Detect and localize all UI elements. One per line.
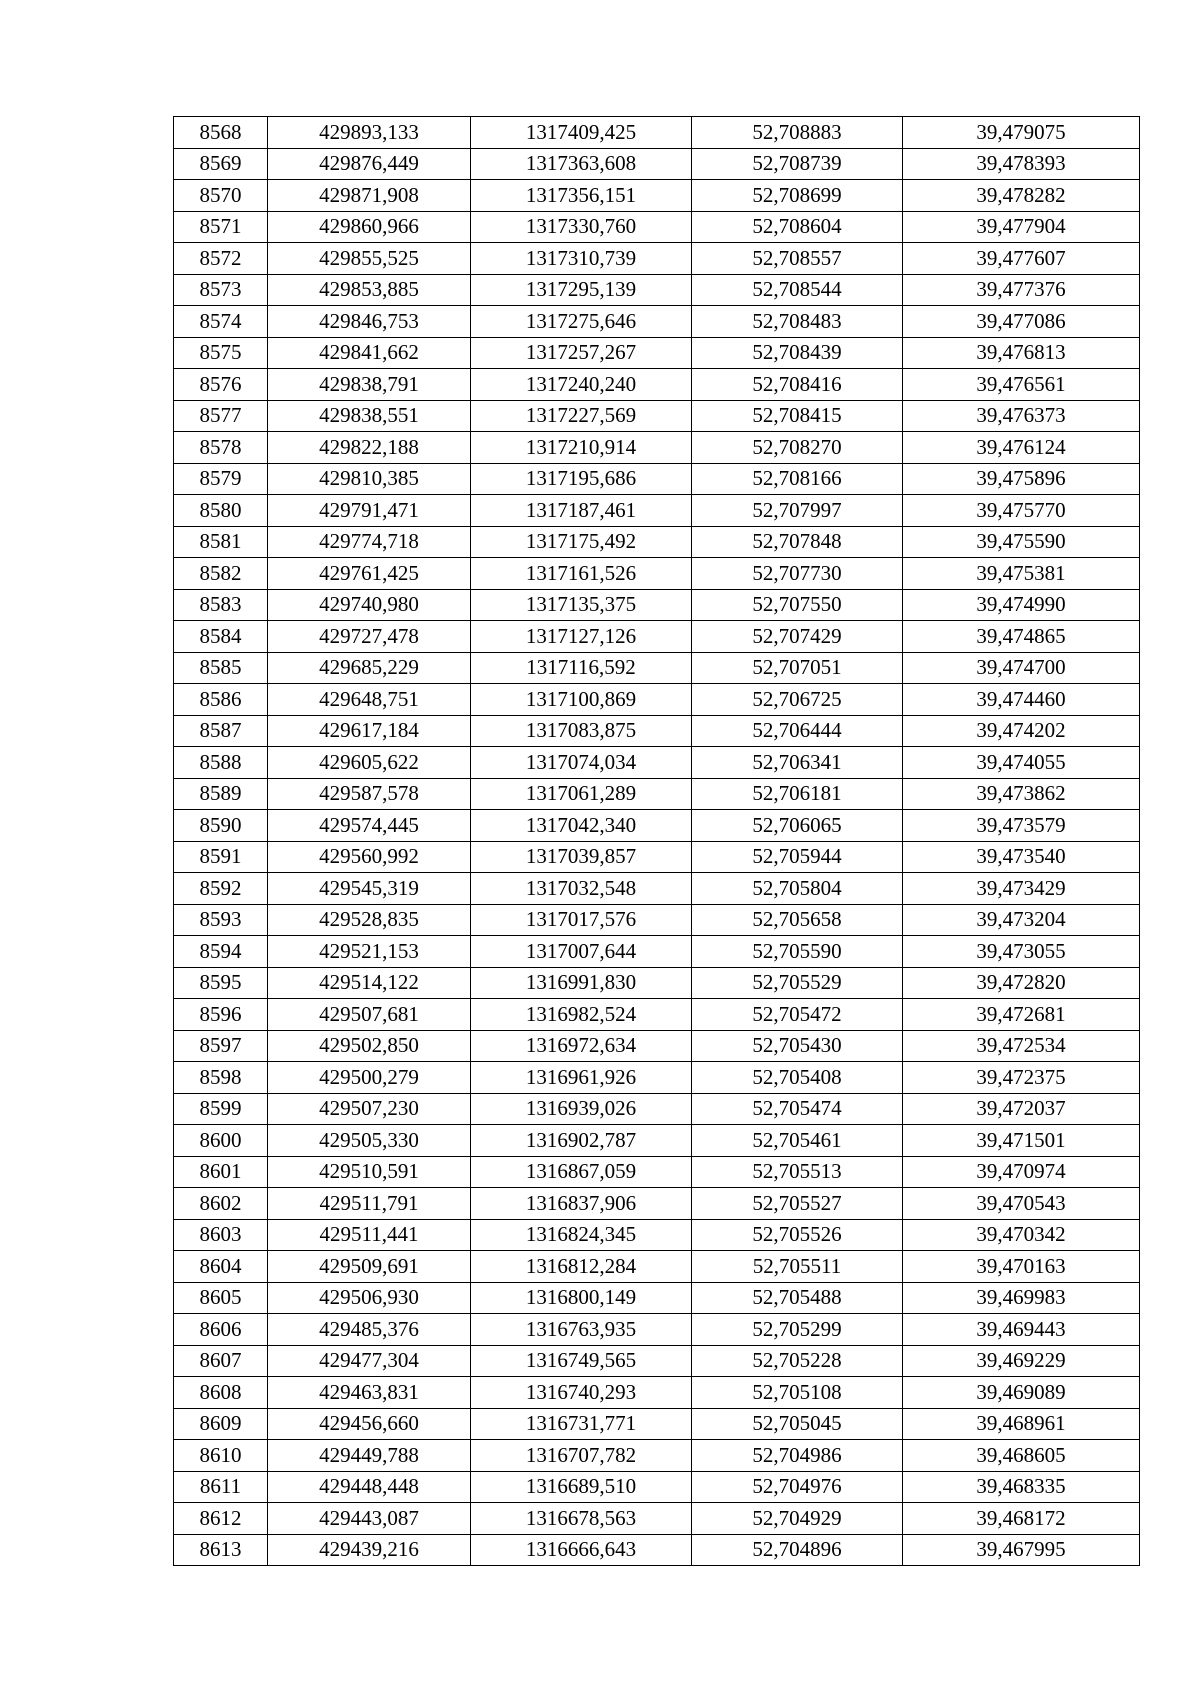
longitude-cell: 39,474460 [903, 684, 1140, 716]
latitude-cell: 52,707997 [692, 495, 903, 527]
y-coordinate-cell: 1317032,548 [471, 873, 692, 905]
point-number-cell: 8604 [174, 1251, 268, 1283]
x-coordinate-cell: 429727,478 [268, 621, 471, 653]
latitude-cell: 52,705472 [692, 999, 903, 1031]
table-row [174, 1251, 1140, 1283]
y-coordinate-cell: 1317227,569 [471, 400, 692, 432]
x-coordinate-cell: 429587,578 [268, 778, 471, 810]
x-coordinate-cell: 429443,087 [268, 1503, 471, 1535]
table-row [174, 400, 1140, 432]
point-number-cell: 8611 [174, 1471, 268, 1503]
point-number-cell: 8572 [174, 243, 268, 275]
longitude-cell: 39,470543 [903, 1188, 1140, 1220]
x-coordinate-cell: 429860,966 [268, 211, 471, 243]
table-row [174, 274, 1140, 306]
latitude-cell: 52,705944 [692, 841, 903, 873]
table-row [174, 841, 1140, 873]
table-row [174, 999, 1140, 1031]
y-coordinate-cell: 1316991,830 [471, 967, 692, 999]
latitude-cell: 52,706065 [692, 810, 903, 842]
latitude-cell: 52,705513 [692, 1156, 903, 1188]
x-coordinate-cell: 429617,184 [268, 715, 471, 747]
y-coordinate-cell: 1317187,461 [471, 495, 692, 527]
point-number-cell: 8588 [174, 747, 268, 779]
table-row [174, 810, 1140, 842]
table-row [174, 936, 1140, 968]
y-coordinate-cell: 1317074,034 [471, 747, 692, 779]
x-coordinate-cell: 429774,718 [268, 526, 471, 558]
x-coordinate-cell: 429507,230 [268, 1093, 471, 1125]
x-coordinate-cell: 429740,980 [268, 589, 471, 621]
point-number-cell: 8568 [174, 117, 268, 149]
table-row [174, 1156, 1140, 1188]
point-number-cell: 8571 [174, 211, 268, 243]
point-number-cell: 8577 [174, 400, 268, 432]
longitude-cell: 39,475896 [903, 463, 1140, 495]
x-coordinate-cell: 429871,908 [268, 180, 471, 212]
y-coordinate-cell: 1317175,492 [471, 526, 692, 558]
table-row [174, 180, 1140, 212]
longitude-cell: 39,475381 [903, 558, 1140, 590]
point-number-cell: 8608 [174, 1377, 268, 1409]
longitude-cell: 39,473204 [903, 904, 1140, 936]
table-row [174, 1188, 1140, 1220]
x-coordinate-cell: 429477,304 [268, 1345, 471, 1377]
latitude-cell: 52,705804 [692, 873, 903, 905]
x-coordinate-cell: 429510,591 [268, 1156, 471, 1188]
latitude-cell: 52,706341 [692, 747, 903, 779]
x-coordinate-cell: 429505,330 [268, 1125, 471, 1157]
x-coordinate-cell: 429485,376 [268, 1314, 471, 1346]
x-coordinate-cell: 429545,319 [268, 873, 471, 905]
y-coordinate-cell: 1317039,857 [471, 841, 692, 873]
longitude-cell: 39,469443 [903, 1314, 1140, 1346]
point-number-cell: 8600 [174, 1125, 268, 1157]
x-coordinate-cell: 429841,662 [268, 337, 471, 369]
longitude-cell: 39,472037 [903, 1093, 1140, 1125]
table-row [174, 1282, 1140, 1314]
point-number-cell: 8578 [174, 432, 268, 464]
point-number-cell: 8591 [174, 841, 268, 873]
x-coordinate-cell: 429448,448 [268, 1471, 471, 1503]
latitude-cell: 52,705529 [692, 967, 903, 999]
x-coordinate-cell: 429876,449 [268, 148, 471, 180]
x-coordinate-cell: 429509,691 [268, 1251, 471, 1283]
latitude-cell: 52,708270 [692, 432, 903, 464]
x-coordinate-cell: 429855,525 [268, 243, 471, 275]
y-coordinate-cell: 1317135,375 [471, 589, 692, 621]
longitude-cell: 39,469983 [903, 1282, 1140, 1314]
latitude-cell: 52,708883 [692, 117, 903, 149]
table-row [174, 306, 1140, 338]
y-coordinate-cell: 1316740,293 [471, 1377, 692, 1409]
point-number-cell: 8613 [174, 1534, 268, 1566]
latitude-cell: 52,705658 [692, 904, 903, 936]
point-number-cell: 8593 [174, 904, 268, 936]
longitude-cell: 39,471501 [903, 1125, 1140, 1157]
latitude-cell: 52,705461 [692, 1125, 903, 1157]
y-coordinate-cell: 1317275,646 [471, 306, 692, 338]
point-number-cell: 8580 [174, 495, 268, 527]
point-number-cell: 8576 [174, 369, 268, 401]
table-row [174, 1062, 1140, 1094]
latitude-cell: 52,705488 [692, 1282, 903, 1314]
latitude-cell: 52,707848 [692, 526, 903, 558]
point-number-cell: 8587 [174, 715, 268, 747]
x-coordinate-cell: 429574,445 [268, 810, 471, 842]
table-row [174, 558, 1140, 590]
longitude-cell: 39,473579 [903, 810, 1140, 842]
y-coordinate-cell: 1317195,686 [471, 463, 692, 495]
y-coordinate-cell: 1317017,576 [471, 904, 692, 936]
latitude-cell: 52,705527 [692, 1188, 903, 1220]
latitude-cell: 52,704896 [692, 1534, 903, 1566]
x-coordinate-cell: 429506,930 [268, 1282, 471, 1314]
longitude-cell: 39,472820 [903, 967, 1140, 999]
longitude-cell: 39,479075 [903, 117, 1140, 149]
latitude-cell: 52,707730 [692, 558, 903, 590]
latitude-cell: 52,705511 [692, 1251, 903, 1283]
point-number-cell: 8606 [174, 1314, 268, 1346]
table-row [174, 1093, 1140, 1125]
table-row [174, 589, 1140, 621]
latitude-cell: 52,704929 [692, 1503, 903, 1535]
longitude-cell: 39,474055 [903, 747, 1140, 779]
y-coordinate-cell: 1317295,139 [471, 274, 692, 306]
longitude-cell: 39,475770 [903, 495, 1140, 527]
longitude-cell: 39,473540 [903, 841, 1140, 873]
x-coordinate-cell: 429853,885 [268, 274, 471, 306]
point-number-cell: 8594 [174, 936, 268, 968]
longitude-cell: 39,470974 [903, 1156, 1140, 1188]
y-coordinate-cell: 1317161,526 [471, 558, 692, 590]
table-row [174, 337, 1140, 369]
y-coordinate-cell: 1316961,926 [471, 1062, 692, 1094]
longitude-cell: 39,478393 [903, 148, 1140, 180]
point-number-cell: 8573 [174, 274, 268, 306]
latitude-cell: 52,706725 [692, 684, 903, 716]
x-coordinate-cell: 429521,153 [268, 936, 471, 968]
y-coordinate-cell: 1316731,771 [471, 1408, 692, 1440]
table-row [174, 652, 1140, 684]
point-number-cell: 8585 [174, 652, 268, 684]
longitude-cell: 39,472534 [903, 1030, 1140, 1062]
latitude-cell: 52,708739 [692, 148, 903, 180]
longitude-cell: 39,468961 [903, 1408, 1140, 1440]
x-coordinate-cell: 429511,791 [268, 1188, 471, 1220]
latitude-cell: 52,705408 [692, 1062, 903, 1094]
latitude-cell: 52,704976 [692, 1471, 903, 1503]
y-coordinate-cell: 1317116,592 [471, 652, 692, 684]
table-row [174, 1534, 1140, 1566]
table-row [174, 1408, 1140, 1440]
x-coordinate-cell: 429893,133 [268, 117, 471, 149]
longitude-cell: 39,474202 [903, 715, 1140, 747]
point-number-cell: 8584 [174, 621, 268, 653]
longitude-cell: 39,473055 [903, 936, 1140, 968]
point-number-cell: 8598 [174, 1062, 268, 1094]
y-coordinate-cell: 1317127,126 [471, 621, 692, 653]
point-number-cell: 8583 [174, 589, 268, 621]
longitude-cell: 39,477607 [903, 243, 1140, 275]
longitude-cell: 39,467995 [903, 1534, 1140, 1566]
point-number-cell: 8612 [174, 1503, 268, 1535]
y-coordinate-cell: 1316749,565 [471, 1345, 692, 1377]
latitude-cell: 52,706181 [692, 778, 903, 810]
x-coordinate-cell: 429838,551 [268, 400, 471, 432]
latitude-cell: 52,708699 [692, 180, 903, 212]
point-number-cell: 8592 [174, 873, 268, 905]
y-coordinate-cell: 1316867,059 [471, 1156, 692, 1188]
longitude-cell: 39,468605 [903, 1440, 1140, 1472]
point-number-cell: 8599 [174, 1093, 268, 1125]
table-row [174, 747, 1140, 779]
longitude-cell: 39,474865 [903, 621, 1140, 653]
table-row [174, 1440, 1140, 1472]
y-coordinate-cell: 1316982,524 [471, 999, 692, 1031]
x-coordinate-cell: 429507,681 [268, 999, 471, 1031]
longitude-cell: 39,476124 [903, 432, 1140, 464]
latitude-cell: 52,705474 [692, 1093, 903, 1125]
longitude-cell: 39,468172 [903, 1503, 1140, 1535]
y-coordinate-cell: 1317007,644 [471, 936, 692, 968]
point-number-cell: 8601 [174, 1156, 268, 1188]
latitude-cell: 52,708166 [692, 463, 903, 495]
point-number-cell: 8595 [174, 967, 268, 999]
y-coordinate-cell: 1317330,760 [471, 211, 692, 243]
longitude-cell: 39,472375 [903, 1062, 1140, 1094]
x-coordinate-cell: 429511,441 [268, 1219, 471, 1251]
latitude-cell: 52,708439 [692, 337, 903, 369]
point-number-cell: 8607 [174, 1345, 268, 1377]
longitude-cell: 39,476561 [903, 369, 1140, 401]
table-row [174, 1345, 1140, 1377]
x-coordinate-cell: 429463,831 [268, 1377, 471, 1409]
x-coordinate-cell: 429500,279 [268, 1062, 471, 1094]
latitude-cell: 52,705228 [692, 1345, 903, 1377]
x-coordinate-cell: 429791,471 [268, 495, 471, 527]
coordinates-table [173, 116, 1140, 1566]
x-coordinate-cell: 429514,122 [268, 967, 471, 999]
table-row [174, 117, 1140, 149]
table-row [174, 967, 1140, 999]
point-number-cell: 8570 [174, 180, 268, 212]
latitude-cell: 52,707051 [692, 652, 903, 684]
point-number-cell: 8574 [174, 306, 268, 338]
table-row [174, 432, 1140, 464]
y-coordinate-cell: 1316902,787 [471, 1125, 692, 1157]
longitude-cell: 39,477376 [903, 274, 1140, 306]
table-row [174, 1503, 1140, 1535]
longitude-cell: 39,472681 [903, 999, 1140, 1031]
y-coordinate-cell: 1317083,875 [471, 715, 692, 747]
latitude-cell: 52,708557 [692, 243, 903, 275]
point-number-cell: 8590 [174, 810, 268, 842]
longitude-cell: 39,469229 [903, 1345, 1140, 1377]
table-row [174, 1377, 1140, 1409]
y-coordinate-cell: 1317061,289 [471, 778, 692, 810]
y-coordinate-cell: 1316763,935 [471, 1314, 692, 1346]
x-coordinate-cell: 429449,788 [268, 1440, 471, 1472]
table-row [174, 526, 1140, 558]
latitude-cell: 52,707429 [692, 621, 903, 653]
point-number-cell: 8602 [174, 1188, 268, 1220]
point-number-cell: 8605 [174, 1282, 268, 1314]
y-coordinate-cell: 1317409,425 [471, 117, 692, 149]
table-row [174, 873, 1140, 905]
y-coordinate-cell: 1317310,739 [471, 243, 692, 275]
point-number-cell: 8586 [174, 684, 268, 716]
longitude-cell: 39,474700 [903, 652, 1140, 684]
longitude-cell: 39,476373 [903, 400, 1140, 432]
x-coordinate-cell: 429846,753 [268, 306, 471, 338]
y-coordinate-cell: 1316824,345 [471, 1219, 692, 1251]
y-coordinate-cell: 1317100,869 [471, 684, 692, 716]
point-number-cell: 8569 [174, 148, 268, 180]
y-coordinate-cell: 1317257,267 [471, 337, 692, 369]
point-number-cell: 8579 [174, 463, 268, 495]
x-coordinate-cell: 429502,850 [268, 1030, 471, 1062]
x-coordinate-cell: 429761,425 [268, 558, 471, 590]
latitude-cell: 52,705108 [692, 1377, 903, 1409]
table-row [174, 369, 1140, 401]
latitude-cell: 52,705045 [692, 1408, 903, 1440]
table-row [174, 495, 1140, 527]
table-row [174, 211, 1140, 243]
point-number-cell: 8609 [174, 1408, 268, 1440]
y-coordinate-cell: 1316666,643 [471, 1534, 692, 1566]
longitude-cell: 39,473862 [903, 778, 1140, 810]
latitude-cell: 52,706444 [692, 715, 903, 747]
y-coordinate-cell: 1317356,151 [471, 180, 692, 212]
longitude-cell: 39,470163 [903, 1251, 1140, 1283]
latitude-cell: 52,705299 [692, 1314, 903, 1346]
x-coordinate-cell: 429838,791 [268, 369, 471, 401]
table-row [174, 778, 1140, 810]
table-row [174, 1030, 1140, 1062]
x-coordinate-cell: 429685,229 [268, 652, 471, 684]
x-coordinate-cell: 429560,992 [268, 841, 471, 873]
x-coordinate-cell: 429456,660 [268, 1408, 471, 1440]
y-coordinate-cell: 1317363,608 [471, 148, 692, 180]
latitude-cell: 52,708416 [692, 369, 903, 401]
table-row [174, 621, 1140, 653]
longitude-cell: 39,470342 [903, 1219, 1140, 1251]
table-row [174, 904, 1140, 936]
x-coordinate-cell: 429648,751 [268, 684, 471, 716]
longitude-cell: 39,474990 [903, 589, 1140, 621]
point-number-cell: 8582 [174, 558, 268, 590]
longitude-cell: 39,473429 [903, 873, 1140, 905]
longitude-cell: 39,476813 [903, 337, 1140, 369]
table-row [174, 463, 1140, 495]
table-row [174, 684, 1140, 716]
table-row [174, 1471, 1140, 1503]
y-coordinate-cell: 1317042,340 [471, 810, 692, 842]
table-row [174, 1125, 1140, 1157]
latitude-cell: 52,708483 [692, 306, 903, 338]
table-row [174, 1219, 1140, 1251]
latitude-cell: 52,708604 [692, 211, 903, 243]
x-coordinate-cell: 429822,188 [268, 432, 471, 464]
longitude-cell: 39,468335 [903, 1471, 1140, 1503]
x-coordinate-cell: 429528,835 [268, 904, 471, 936]
longitude-cell: 39,478282 [903, 180, 1140, 212]
x-coordinate-cell: 429439,216 [268, 1534, 471, 1566]
latitude-cell: 52,707550 [692, 589, 903, 621]
y-coordinate-cell: 1316939,026 [471, 1093, 692, 1125]
coordinates-table-body [174, 117, 1140, 1566]
point-number-cell: 8610 [174, 1440, 268, 1472]
longitude-cell: 39,469089 [903, 1377, 1140, 1409]
y-coordinate-cell: 1316812,284 [471, 1251, 692, 1283]
point-number-cell: 8596 [174, 999, 268, 1031]
longitude-cell: 39,477086 [903, 306, 1140, 338]
table-row [174, 243, 1140, 275]
y-coordinate-cell: 1316678,563 [471, 1503, 692, 1535]
latitude-cell: 52,708415 [692, 400, 903, 432]
latitude-cell: 52,708544 [692, 274, 903, 306]
table-row [174, 715, 1140, 747]
y-coordinate-cell: 1316837,906 [471, 1188, 692, 1220]
latitude-cell: 52,705430 [692, 1030, 903, 1062]
point-number-cell: 8603 [174, 1219, 268, 1251]
y-coordinate-cell: 1316707,782 [471, 1440, 692, 1472]
longitude-cell: 39,477904 [903, 211, 1140, 243]
point-number-cell: 8575 [174, 337, 268, 369]
y-coordinate-cell: 1317210,914 [471, 432, 692, 464]
point-number-cell: 8597 [174, 1030, 268, 1062]
longitude-cell: 39,475590 [903, 526, 1140, 558]
y-coordinate-cell: 1316972,634 [471, 1030, 692, 1062]
x-coordinate-cell: 429605,622 [268, 747, 471, 779]
x-coordinate-cell: 429810,385 [268, 463, 471, 495]
point-number-cell: 8589 [174, 778, 268, 810]
latitude-cell: 52,704986 [692, 1440, 903, 1472]
latitude-cell: 52,705526 [692, 1219, 903, 1251]
point-number-cell: 8581 [174, 526, 268, 558]
table-row [174, 1314, 1140, 1346]
y-coordinate-cell: 1316689,510 [471, 1471, 692, 1503]
y-coordinate-cell: 1317240,240 [471, 369, 692, 401]
table-row [174, 148, 1140, 180]
latitude-cell: 52,705590 [692, 936, 903, 968]
y-coordinate-cell: 1316800,149 [471, 1282, 692, 1314]
